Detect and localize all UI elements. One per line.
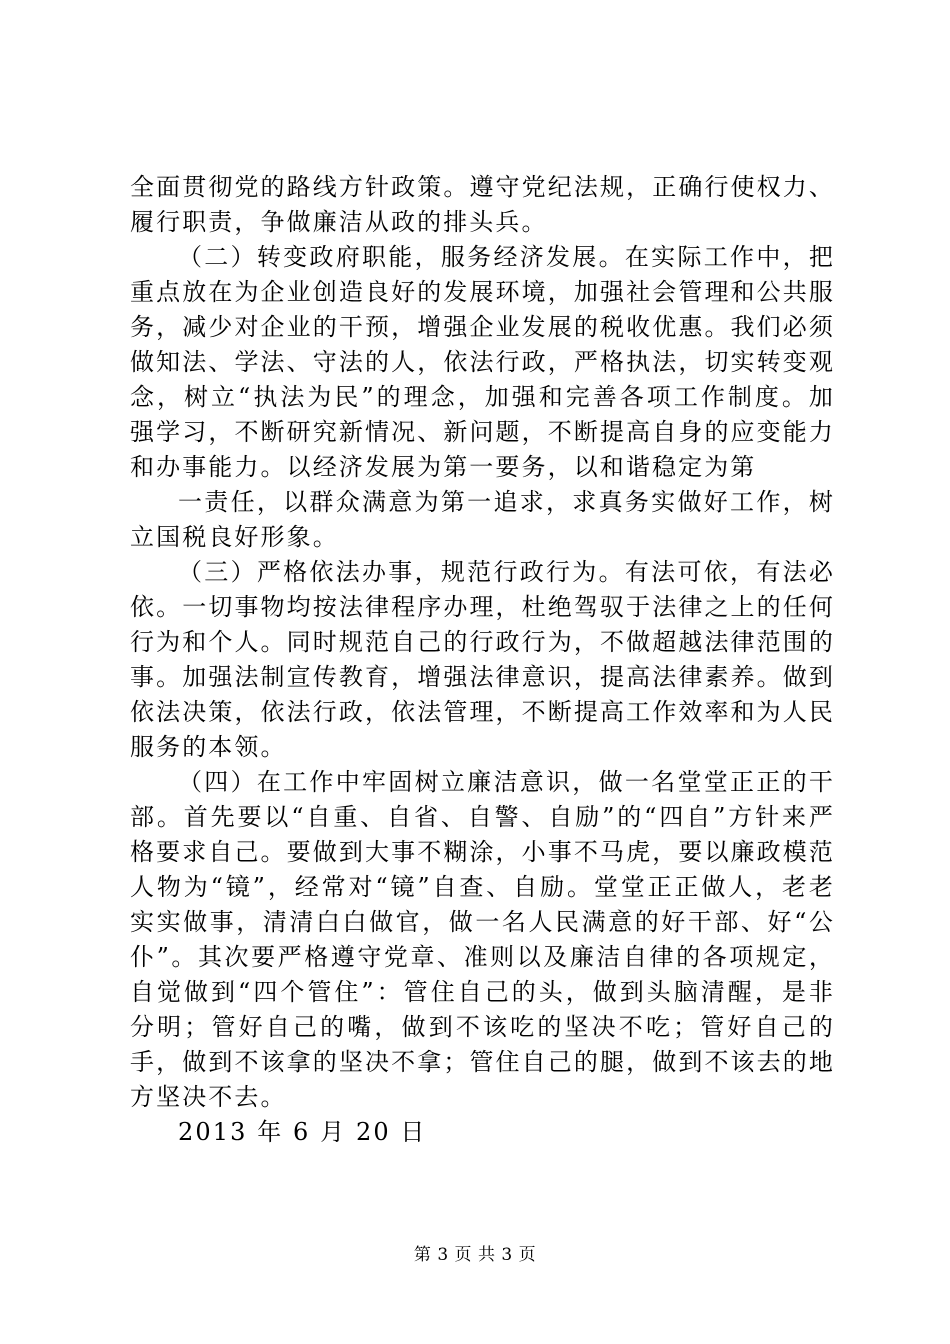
paragraph-section-two: （二）转变政府职能，服务经济发展。在实际工作中，把重点放在为企业创造良好的发展环境，加强社会管理和公共服务，减少对企业的干预，增强企业发展的税收优惠。我们必须做知法、学法、守法的人，依法行政，严格执法，切实转变观念，树立“执法为民”的理念，加强和完善各项工作制度。加强学习，不断研究新情况、新问题，不断提高自身的应变能力和办事能力。以经济发展为第一要务，以和谐稳定为第 <box>130 243 835 481</box>
page-footer: 第 3 页 共 3 页 <box>413 1245 537 1265</box>
paragraph-section-two-continued: 一责任，以群众满意为第一追求，求真务实做好工作，树立国税良好形象。 <box>130 488 835 551</box>
paragraph-continuation: 全面贯彻党的路线方针政策。遵守党纪法规，正确行使权力、履行职责，争做廉洁从政的排头兵。 <box>130 173 835 236</box>
document-body <box>130 170 835 1150</box>
paragraph-section-three: （三）严格依法办事，规范行政行为。有法可依，有法必依。一切事物均按法律程序办理，杜绝驾驭于法律之上的任何行为和个人。同时规范自己的行政行为，不做超越法律范围的事。加强法制宣传教育，增强法律意识，提高法律素养。做到依法决策，依法行政，依法管理，不断提高工作效率和为人民服务的本领。 <box>130 558 835 761</box>
document-date: 2013 年 6 月 20 日 <box>178 1118 427 1146</box>
paragraph-section-four: （四）在工作中牢固树立廉洁意识，做一名堂堂正正的干部。首先要以“自重、自省、自警、自励”的“四自”方针来严格要求自己。要做到大事不糊涂，小事不马虎，要以廉政模范人物为“镜”，经常对“镜”自查、自励。堂堂正正做人，老老实实做事，清清白白做官，做一名人民满意的好干部、好“公仆”。其次要严格遵守党章、准则以及廉洁自律的各项规定，自觉做到“四个管住”：管住自己的头，做到头脑清醒，是非分明；管好自己的嘴，做到不该吃的坚决不吃；管好自己的手，做到不该拿的坚决不拿；管住自己的腿，做到不该去的地方坚决不去。 <box>130 768 835 1111</box>
